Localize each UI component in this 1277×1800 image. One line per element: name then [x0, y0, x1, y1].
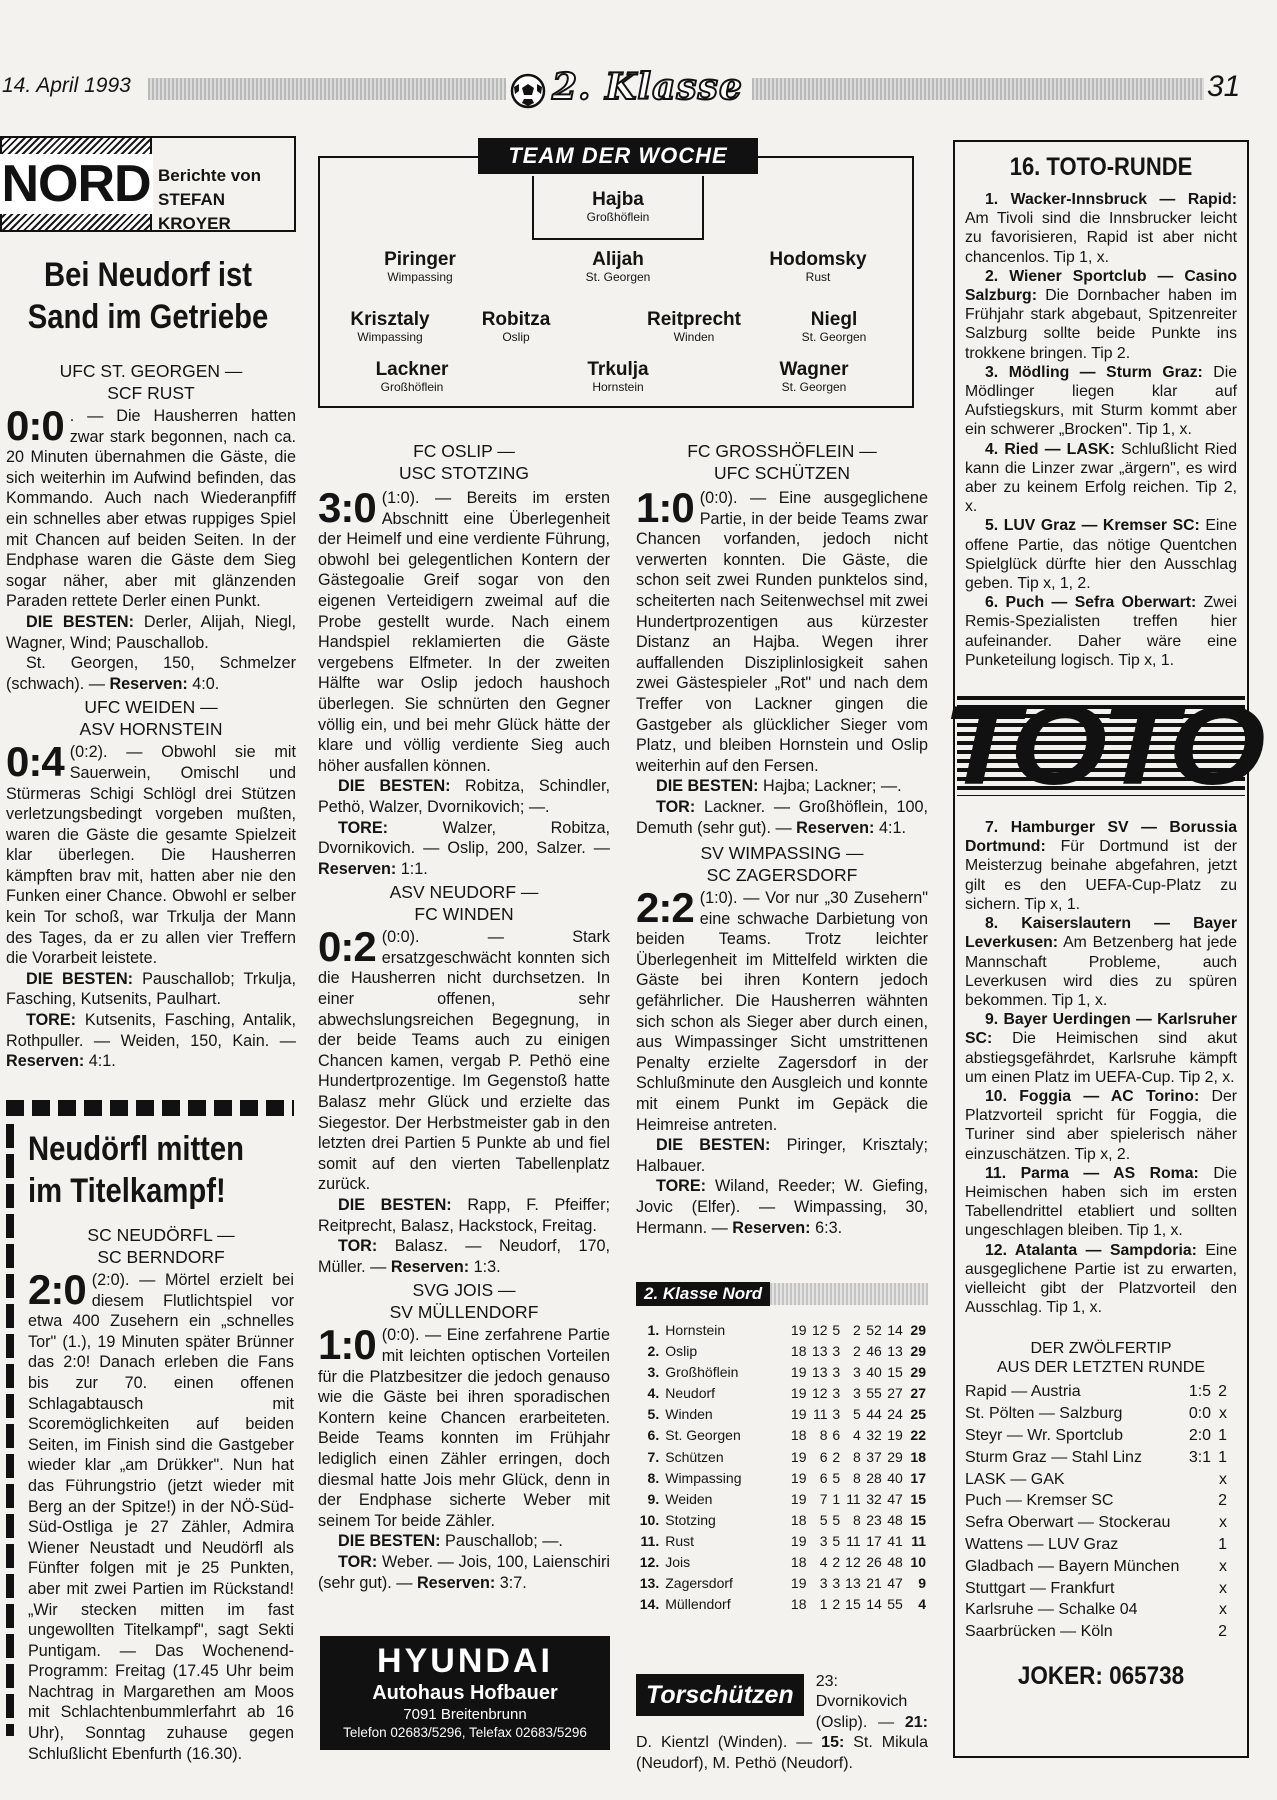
standings-cell-pos: 4. [647, 1385, 660, 1402]
standings-cell-pos: 6. [647, 1427, 660, 1444]
standings-cell-team: Neudorf [665, 1385, 716, 1402]
standings-cell-gf: 26 [866, 1554, 882, 1571]
zwoelfertip-match: Gladbach — Bayern München [965, 1557, 1180, 1575]
standings-cell-sp: 19 [790, 1490, 807, 1507]
standings-cell-n: 2 [852, 1322, 861, 1338]
zwoelfertip-row [965, 1469, 1227, 1491]
player-card: Lackner Großhöflein [375, 359, 449, 394]
zwoelfertip-tip: x [1219, 1601, 1227, 1619]
standings-cell-u: 5 [832, 1322, 841, 1338]
standings-cell-team: Rust [665, 1532, 695, 1549]
zwoelfertip-match: Sturm Graz — Stahl Linz [965, 1448, 1142, 1466]
standings-cell-ga: 48 [887, 1511, 903, 1528]
standings-row [636, 1362, 928, 1383]
standings-cell-ga: 27 [887, 1385, 903, 1402]
standings-cell-s: 3 [819, 1575, 828, 1592]
match-title: SC NEUDÖRFL — SC BERNDORF [87, 1225, 235, 1267]
standings-row [636, 1552, 928, 1573]
standings-cell-n: 2 [852, 1343, 861, 1360]
standings-cell-u: 3 [832, 1406, 841, 1423]
standings-cell-pos: 3. [647, 1364, 660, 1381]
standings-cell-s: 1 [819, 1596, 828, 1613]
standings-cell-pos: 13. [639, 1575, 660, 1592]
standings-cell-sp: 19 [790, 1575, 807, 1592]
standings-cell-s: 4 [819, 1554, 828, 1571]
standings-table [636, 1320, 928, 1615]
zwoelfertip-row [965, 1578, 1227, 1600]
standings-cell-pts: 25 [910, 1406, 926, 1423]
standings-cell-s: 3 [819, 1532, 828, 1549]
standings-cell-gf: 21 [866, 1575, 882, 1592]
toto-tip: 12. Atalanta — Sampdoria: Eine ausgeglichene Partie ist zu erwarten, vielleicht gibt der Platzvorteil den Ausschlag. Tip 1, x. [965, 1241, 1238, 1317]
toto-tip: 5. LUV Graz — Kremser SC: Eine offene Partie, das nötige Quentchen Spielglück dürfte hier den Ausschlag geben. Tip x, 1, 2. [965, 517, 1237, 593]
standings-cell-pts: 10 [910, 1554, 926, 1571]
zwoelfertip-match: Sefra Oberwart — Stockerau [965, 1514, 1171, 1532]
ad-contact: Telefon 02683/5296, Telefax 02683/5296 [343, 1725, 587, 1740]
match-title: SV WIMPASSING — SC ZAGERSDORF [700, 843, 864, 886]
standings-cell-pts: 29 [910, 1364, 926, 1381]
standings-cell-team: Hornstein [665, 1322, 726, 1338]
standings-cell-sp: 19 [790, 1322, 807, 1338]
standings-cell-sp: 19 [790, 1364, 807, 1381]
match-report: 0:4 (0:2). — Obwohl sie mit Sauerwein, Omischl und Stürmeras Schigi Schlögl drei Stützen verletzungsbedingt vorgeben mußten, waren die Gäste die gesamte Spielzeit klar überlegen. Die Hausherren kämpften brav mit, hatten aber nie den Funken einer Chance. Obwohl er selber kein Tor schoß, war Trkulja der Mann des Tages, da er zu allen vier Treffern die Vorarbeit leistete. [6, 738, 296, 968]
standings-cell-ga: 48 [887, 1554, 903, 1571]
standings-row [636, 1341, 928, 1362]
standings-cell-pos: 11. [640, 1532, 660, 1549]
standings-cell-pts: 27 [910, 1385, 926, 1402]
zwoelfertip-match: Wattens — LUV Graz [965, 1535, 1119, 1553]
zwoelfertip-row [965, 1425, 1227, 1447]
zwoelfertip-tip: 1 [1218, 1448, 1227, 1466]
standings-cell-team: Jois [665, 1554, 691, 1571]
standings-cell-n: 3 [852, 1364, 861, 1381]
column-center-right: FC GROSSHÖFLEIN — UFC SCHÜTZEN 1:0 (0:0). — Eine ausgeglichene Partie, in der beide Teams zwar Chancen vorfanden, jedoch nicht verwerten konnten. Die Gäste, die schon seit zwei Runden punktelos sind, scheiterten nach Seitenwechsel mit zwei Hundertprozentigen aus kürzester Distanz an Hajba. Wegen ihrer auffallenden Disziplinlosigkeit sahen zwei Gästespieler „Rot" und nach dem Treffer von Lackner gingen die Gastgeber als glücklicher Sieger vom Platz, und bleiben Hornstein und Oslip weiterhin auf den Fersen. DIE BESTEN: Hajba; Lackner; —. TOR: Lackner. — Großhöflein, 100, Demuth (sehr gut). — Reserven: 4:1. SV WIMPASSING — SC ZAGERSDORF 2:2 (1:0). — Vor nur „30 Zusehern" eine schwache Darbietung von beiden Teams. Trotz leichter Überlegenheit im Mittelfeld wirkten die Gäste bei ihren Kontern jedoch gefährlicher. Die Hausherren wähnten sich schon als Sieger aber durch einen, aus Wimpassinger Sicht umstrittenen Penalty erzielte Zagersdorf in der Schlußminute den Ausgleich und konnte mit einem Punkt im Gepäck die Heimreise antreten. DIE BESTEN: Piringer, Krisztaly; Halbauer. TORE: Wiland, Reeder; W. Giefing, Jovic (Elfer). — Wimpassing, 30, Hermann. — Reserven: 6:3. [636, 441, 929, 1237]
standings-cell-ga: 40 [887, 1469, 903, 1486]
square-rule [6, 1100, 294, 1116]
player-card: Wagner St. Georgen [779, 359, 849, 394]
header-rule-left [148, 78, 506, 100]
standings-cell-team: Zagersdorf [665, 1575, 733, 1592]
zwoelfertip-score [1179, 1469, 1211, 1491]
zwoelfertip-row [965, 1534, 1227, 1556]
standings-cell-u: 2 [832, 1448, 841, 1465]
player-card: Hodomsky Rust [769, 249, 867, 284]
standings-cell-team: Großhöflein [665, 1364, 739, 1381]
match-title: FC OSLIP — USC STOTZING [399, 441, 529, 483]
standings-cell-sp: 18 [790, 1427, 807, 1444]
toto-tip: 10. Foggia — AC Torino: Der Platzvorteil spricht für Foggia, die Turiner sind aber spielerisch näher einzuschätzen. Tip x, 2. [965, 1087, 1237, 1163]
toto-tip: 6. Puch — Sefra Oberwart: Zwei Remis-Spezialisten treffen hier aufeinander. Daher wäre eine Punketeilung logisch. Tip x, 1. [965, 594, 1237, 669]
standings-cell-gf: 14 [866, 1596, 882, 1613]
standings-cell-sp: 19 [790, 1469, 807, 1486]
zwoelfertip-score: 0:0 [1188, 1405, 1212, 1423]
zwoelfertip-row [965, 1599, 1227, 1621]
standings-cell-u: 2 [832, 1596, 841, 1613]
zwoelfertip-tip: 2 [1218, 1492, 1227, 1510]
standings-cell-pos: 2. [647, 1343, 660, 1360]
zwoelfertip-row [965, 1512, 1227, 1534]
standings-cell-pts: 29 [910, 1322, 926, 1338]
standings-cell-ga: 19 [887, 1427, 903, 1444]
standings-cell-s: 13 [811, 1343, 828, 1360]
zwoelfertip-row [965, 1447, 1227, 1469]
standings-cell-pos: 12. [639, 1554, 660, 1571]
section-title: 2. Klasse [552, 66, 743, 108]
standings-cell-ga: 29 [887, 1448, 903, 1465]
zwoelfertip-tip: x [1219, 1557, 1227, 1575]
joker-number: JOKER: 065738 [1017, 1661, 1185, 1690]
standings-row [636, 1425, 928, 1446]
ad-dealer: Autohaus Hofbauer [372, 1682, 558, 1704]
standings-cell-n: 5 [852, 1406, 861, 1423]
toto-tip: 4. Ried — LASK: Schlußlicht Ried kann die Linzer zwar „ärgern", es wird aber zu keinem Erfolg reichen. Tip 2, x. [965, 440, 1237, 516]
toto-tip: 11. Parma — AS Roma: Die Heimischen haben sich im ersten Tabellendrittel etabliert und sollten ungeschlagen bleiben. Tip 1, x. [965, 1164, 1238, 1240]
standings-cell-pts: 11 [911, 1532, 926, 1549]
standings-cell-u: 3 [832, 1385, 841, 1402]
standings-cell-s: 7 [819, 1490, 828, 1507]
standings-row [636, 1573, 928, 1594]
nord-label: NORD [2, 138, 152, 230]
standings-cell-s: 12 [811, 1385, 828, 1402]
zwoelfertip-score [1179, 1556, 1211, 1578]
team-of-week-box [318, 143, 914, 408]
standings-cell-ga: 41 [887, 1532, 903, 1549]
zwoelfertip-match: Rapid — Austria [965, 1383, 1081, 1401]
standings-cell-n: 8 [852, 1469, 861, 1486]
match-title: ASV NEUDORF — FC WINDEN [389, 882, 539, 925]
standings-cell-sp: 18 [790, 1596, 807, 1613]
standings-cell-n: 3 [852, 1385, 861, 1402]
standings-cell-ga: 47 [887, 1575, 903, 1592]
standings-cell-team: Oslip [665, 1343, 698, 1360]
side-rule [6, 1124, 14, 1736]
standings-row [636, 1531, 928, 1552]
zwoelfertip-score [1179, 1534, 1211, 1556]
zwoelfertip-score: 3:1 [1188, 1448, 1212, 1466]
standings-row [636, 1468, 928, 1489]
standings-cell-sp: 19 [790, 1385, 807, 1402]
standings-box [636, 1282, 928, 1615]
player-card: Krisztaly Wimpassing [350, 309, 430, 344]
standings-row [636, 1594, 928, 1615]
zwoelfertip-match: Steyr — Wr. Sportclub [965, 1426, 1123, 1444]
standings-cell-n: 12 [845, 1554, 861, 1571]
toto-tips-1 [965, 190, 1237, 670]
article-1-headline: Bei Neudorf ist Sand im Getriebe [27, 256, 269, 336]
standings-cell-pts: 29 [910, 1343, 926, 1360]
zwoelfertip-title: DER ZWÖLFERTIP AUS DER LETZTEN RUNDE [996, 1340, 1206, 1377]
match-title: UFC ST. GEORGEN — SCF RUST [59, 361, 243, 403]
standings-cell-pts: 15 [910, 1511, 926, 1528]
player-card: Alijah St. Georgen [585, 249, 651, 284]
zwoelfertip-match: Puch — Kremser SC [965, 1492, 1114, 1510]
standings-cell-u: 5 [832, 1469, 841, 1486]
match-title: UFC WEIDEN — ASV HORNSTEIN [79, 697, 223, 740]
standings-cell-team: Weiden [665, 1490, 713, 1507]
zwoelfertip-match: Saarbrücken — Köln [965, 1623, 1113, 1641]
zwoelfertip-row [965, 1621, 1227, 1643]
player-card: Reitprecht Winden [647, 309, 741, 344]
toto-box [942, 140, 1260, 1758]
zwoelfertip-tip: x [1219, 1579, 1227, 1597]
column-middle: FC OSLIP — USC STOTZING 3:0 (1:0). — Bereits im ersten Abschnitt eine Überlegenheit der Heimelf und eine verdiente Führung, obwohl bei gelegentlichen Kontern der Gästegoalie Greif sogar von den eigenen Verteidigern zweimal auf die Probe gestellt wurde. Nach einem Handspiel reklamierten die Gäste vergebens Elfmeter. In der zweiten Hälfte war Oslip jedoch haushoch überlegen. Sie schnürten den Gegner völlig ein, und bei mehr Glück hätte der klare und völlig verdiente Sieg auch höher ausfallen können. DIE BESTEN: Robitza, Schindler, Pethö, Walzer, Dvornikovich; —. TORE: Walzer, Robitza, Dvornikovich. — Oslip, 200, Salzer. — Reserven: 1:1. ASV NEUDORF — FC WINDEN 0:2 (0:0). — Stark ersatzgeschwächt konnten sich die Hausherren nicht durchsetzen. In einer offenen, sehr abwechslungsreichen Begegnung, in der beide Teams auch zu einigen Chancen kamen, vergab P. Pethö eine Hundertprozentige. Im Gegenstoß hatte Balasz mehr Glück und erzielte das Siegestor. Der Herbstmeister gab in den letzten drei Partien 5 Punkte ab und fiel somit auf den vierten Tabellenplatz zurück. DIE BESTEN: Rapp, F. Pfeiffer; Reitprecht, Balasz, Hackstock, Freitag. TOR: Balasz. — Neudorf, 170, Müller. — Reserven: 1:3. SVG JOIS — SV MÜLLENDORF 1:0 (0:0). — Eine zerfahrene Partie mit leichten optischen Vorteilen für die Platzbesitzer die jedoch genauso wie die Gäste bei ihren sporadischen Kontern keine Chancen erarbeiteten. Beide Teams konnten im Frühjahr lediglich einen Zähler erringen, doch diesmal hatte Jois mehr Glück, denn in der Endphase sicherte Weber mit seinem Tor beide Zähler. DIE BESTEN: Pauschallob; —. TOR: Weber. — Jois, 100, Laienschiri (sehr gut). — Reserven: 3:7. [318, 441, 611, 1592]
standings-cell-u: 6 [832, 1427, 841, 1444]
article-2 [28, 1128, 294, 1764]
standings-cell-team: Stotzing [665, 1511, 716, 1528]
ad-address: 7091 Breitenbrunn [403, 1706, 527, 1723]
standings-cell-s: 5 [819, 1511, 828, 1528]
standings-cell-sp: 18 [790, 1554, 807, 1571]
standings-cell-pos: 7. [647, 1448, 660, 1465]
zwoelfertip-row [965, 1490, 1227, 1512]
standings-cell-pos: 9. [647, 1490, 660, 1507]
standings-cell-n: 11 [846, 1490, 861, 1507]
article-2-headline: Neudörfl mitten im Titelkampf! [28, 1130, 245, 1210]
toto-logo: TOTO [942, 683, 1260, 809]
standings-cell-n: 8 [852, 1448, 861, 1465]
standings-cell-sp: 19 [790, 1406, 807, 1423]
zwoelfertip-row [965, 1381, 1227, 1403]
team-of-week-title: TEAM DER WOCHE [478, 138, 758, 174]
match-report: 2:2 (1:0). — Vor nur „30 Zusehern" eine schwache Darbietung von beiden Teams. Trotz leichter Überlegenheit im Mittelfeld wirkten die Gäste bei ihren Kontern jedoch gefährlicher. Die Hausherren wähnten sich schon als Sieger aber durch einen, aus Wimpassinger Sicht umstrittenen Penalty erzielte Zagersdorf in der Schlußminute den Ausgleich und konnte mit einem Punkt im Gepäck die Heimreise antreten. [636, 884, 928, 1134]
nord-box [0, 136, 296, 232]
standings-cell-gf: 17 [866, 1532, 882, 1549]
scorers-text: 23: Dvornikovich (Oslip). — 21: D. Kientzl (Winden). — 15: St. Mikula (Neudorf), M. Pethö (Neudorf). [636, 1673, 928, 1772]
standings-cell-pts: 18 [910, 1448, 926, 1465]
standings-cell-pts: 9 [918, 1575, 926, 1592]
zwoelfertip-match: Karlsruhe — Schalke 04 [965, 1601, 1138, 1619]
standings-cell-n: 15 [845, 1596, 861, 1613]
player-card: Hajba Großhöflein [586, 189, 650, 224]
standings-cell-team: Müllendorf [665, 1596, 731, 1613]
zwoelfertip-tip: 1 [1218, 1535, 1227, 1553]
standings-row [636, 1447, 928, 1468]
standings-cell-team: St. Georgen [665, 1427, 741, 1444]
standings-cell-s: 8 [819, 1427, 828, 1444]
scorers-title: Torschützen [636, 1674, 804, 1716]
standings-cell-ga: 14 [887, 1322, 903, 1338]
football-icon [510, 73, 546, 109]
standings-cell-ga: 15 [887, 1364, 903, 1381]
standings-cell-u: 2 [832, 1554, 841, 1571]
standings-cell-u: 3 [832, 1364, 841, 1381]
standings-cell-pos: 10. [639, 1511, 660, 1528]
zwoelfertip-match: St. Pölten — Salzburg [965, 1405, 1123, 1423]
page-date: 14. April 1993 [2, 74, 131, 97]
toto-tip: 3. Mödling — Sturm Graz: Die Mödlinger liegen klar auf Aufstiegskurs, mit Sturm kommt aber ein schwerer „Brocken". Tip 1, x. [965, 363, 1237, 439]
zwoelfertip-tip: x [1219, 1405, 1227, 1423]
standings-cell-pos: 14. [639, 1596, 660, 1613]
match-title: FC GROSSHÖFLEIN — UFC SCHÜTZEN [687, 441, 877, 483]
standings-cell-team: Winden [665, 1406, 713, 1423]
toto-tips-2 [965, 818, 1237, 1317]
standings-cell-pos: 1. [647, 1322, 660, 1338]
zwoelfertip-score: 1:5 [1188, 1383, 1212, 1401]
standings-cell-n: 8 [852, 1511, 861, 1528]
standings-cell-gf: 37 [866, 1448, 882, 1465]
byline: Berichte von STEFAN KROYER [158, 166, 261, 233]
scorers-box [636, 1672, 928, 1774]
toto-tip: 2. Wiener Sportclub — Casino Salzburg: Die Dornbacher haben im Frühjahr stark abgebaut, Spitzenreiter Salzburg sollte beide Punkte ins trokkene bringen. Tip 2. [965, 267, 1237, 362]
toto-title: 16. TOTO-RUNDE [1009, 153, 1193, 181]
standings-cell-u: 3 [832, 1343, 841, 1360]
zwoelfertip-row [965, 1403, 1227, 1425]
standings-cell-team: Wimpassing [665, 1469, 742, 1486]
standings-cell-n: 11 [846, 1532, 861, 1549]
toto-tip: 8. Kaiserslautern — Bayer Leverkusen: Am Betzenberg hat jede Mannschaft Probleme, auch Leverkusen wird dies zu spüren bekommen. Tip 1, x. [965, 915, 1237, 1009]
standings-cell-gf: 32 [866, 1427, 882, 1444]
header-rule-right [752, 78, 1204, 100]
standings-cell-u: 5 [832, 1532, 841, 1549]
ad-brand: HYUNDAI [377, 1642, 553, 1680]
match-title: SVG JOIS — SV MÜLLENDORF [389, 1280, 539, 1323]
standings-cell-pos: 5. [647, 1406, 660, 1423]
standings-cell-gf: 28 [866, 1469, 882, 1486]
page-number: 31 [1207, 70, 1241, 103]
standings-cell-s: 11 [812, 1406, 828, 1423]
zwoelfertip-tip: 2 [1218, 1383, 1227, 1401]
standings-cell-pos: 8. [647, 1469, 660, 1486]
standings-cell-s: 6 [819, 1469, 828, 1486]
toto-tip: 9. Bayer Uerdingen — Karlsruher SC: Die Heimischen sind akut abstiegsgefährdet, Karlsruhe kämpft um einen Platz im UEFA-Cup. Tip 2, x. [965, 1011, 1238, 1086]
standings-cell-u: 3 [832, 1575, 841, 1592]
standings-cell-s: 13 [811, 1364, 828, 1381]
standings-cell-gf: 52 [866, 1322, 882, 1338]
standings-row [636, 1510, 928, 1531]
standings-cell-pts: 4 [918, 1596, 926, 1613]
player-card: Robitza Oslip [481, 309, 551, 344]
standings-cell-pts: 15 [910, 1490, 926, 1507]
standings-cell-u: 1 [832, 1490, 841, 1507]
zwoelfertip-table [965, 1381, 1227, 1643]
standings-cell-sp: 19 [790, 1532, 807, 1549]
standings-cell-n: 13 [845, 1575, 861, 1592]
hyundai-ad [320, 1636, 610, 1750]
toto-tip: 7. Hamburger SV — Borussia Dortmund: Für Dortmund ist der Meisterzug beinahe abgefahren, jetzt gilt es den UEFA-Cup-Platz zu sichern. Tip x, 1. [965, 819, 1238, 913]
zwoelfertip-tip: 2 [1218, 1623, 1227, 1641]
standings-cell-ga: 24 [887, 1406, 903, 1423]
player-card: Piringer Wimpassing [384, 249, 456, 284]
standings-cell-sp: 18 [790, 1343, 807, 1360]
zwoelfertip-tip: 1 [1218, 1426, 1227, 1444]
match-report: 2:0 (2:0). — Mörtel erzielt bei diesem Flutlichtspiel vor etwa 400 Zusehern ein „schnelles Tor" (1.), 19 Minuten später Brünner das 2:0! Danach erleben die Fans bis zur 70. einen offenen Schlagabtausch mit Scoremöglichkeiten auf beiden Seiten, im Finish sind die Gastgeber wieder klar „am Drükker". Nun hat das Führungstrio (jetzt wieder mit Berg an der Spitze!) in der NÖ-Süd-Süd-Ostliga je 27 Zähler, Admira Wiener Neustadt und Neudörfl als Fünfter folgen mit je 25 Punkten, aber mit zwei Partien im Rückstand! „Wir stecken mitten im fast ungewollten Titelkampf", sagt Sekti Puntigam. — Das Wochenend-Programm: Freitag (17.45 Uhr beim Nachtrag in Margarethen am Moos mit Schlachtenbummlerfahrt ab 16 Uhr), Sonntag zuhause gegen Schlußlicht Ebenfurth (16.30). [28, 1266, 294, 1763]
zwoelfertip-score [1179, 1578, 1211, 1600]
standings-row [636, 1383, 928, 1404]
match-report: 1:0 (0:0). — Eine ausgeglichene Partie, in der beide Teams zwar Chancen vorfanden, jedoch nicht verwerten konnten. Die Gäste, die schon seit zwei Runden punktelos sind, scheiterten nach Seitenwechsel mit zwei Hundertprozentigen aus kürzester Distanz an Hajba. Wegen ihrer auffallenden Disziplinlosigkeit sahen zwei Gästespieler „Rot" und nach dem Treffer von Lackner gingen die Gastgeber als glücklicher Sieger vom Platz, und bleiben Hornstein und Oslip weiterhin auf den Fersen. [636, 484, 928, 775]
standings-cell-pts: 22 [910, 1427, 926, 1444]
zwoelfertip-score [1179, 1490, 1211, 1512]
player-card: Trkulja Hornstein [587, 359, 649, 394]
match-report: 3:0 (1:0). — Bereits im ersten Abschnitt eine Überlegenheit der Heimelf und eine verdiente Führung, obwohl bei gelegentlichen Kontern der Gästegoalie Greif sogar von den eigenen Verteidigern zweimal auf die Probe gestellt wurde. Nach einem Handspiel reklamierten die Gäste vergebens Elfmeter. In der zweiten Hälfte war Oslip jedoch haushoch überlegen. Sie schnürten den Gegner völlig ein, und bei mehr Glück hätte der klare und völlig verdiente Sieg auch höher ausfallen können. [318, 484, 610, 775]
standings-cell-sp: 19 [790, 1448, 807, 1465]
standings-cell-gf: 23 [866, 1511, 882, 1528]
standings-row [636, 1404, 928, 1425]
standings-cell-pts: 17 [910, 1469, 926, 1486]
standings-cell-team: Schützen [665, 1448, 724, 1465]
column-left: NORD Berichte von STEFAN KROYER Bei Neudorf ist Sand im Getriebe UFC ST. GEORGEN — SCF RUST 0:0 . — Die Hausherren hatten zwar stark begonnen, nach ca. 20 Minuten übernahmen die Gäste, die sich weiterhin im Aufwind befinden, das Kommando. Auch nach Wiederanpfiff ein schnelles aber etwas ruppiges Spiel mit Chancen auf beiden Seiten. In der Endphase waren die Gäste dem Sieg sogar näher, aber mit glänzenden Paraden rettete Derler einen Punkt. DIE BESTEN: Derler, Alijah, Niegl, Wagner, Wind; Pauschallob. St. Georgen, 150, Schmelzer (schwach). — Reserven: 4:0. UFC WEIDEN — ASV HORNSTEIN 0:4 (0:2). — Obwohl sie mit Sauerwein, Omischl und Stürmeras Schigi Schlögl drei Stützen verletzungsbedingt vorgeben mußten, waren die Gäste die gesamte Spielzeit klar überlegen. Die Hausherren kämpften brav mit, hatten aber nie den Funken einer Chance. Obwohl er selber kein Tor schoß, war Trkulja der Mann des Tages, da er zu allen vier Treffern die Vorarbeit leistete. DIE BESTEN: Pauschallob; Trkulja, Fasching, Kutsenits, Paulhart. TORE: Kutsenits, Fasching, Antalik, Rothpuller. — Weiden, 150, Kain. — Reserven: 4:1. [0, 136, 296, 1072]
standings-cell-ga: 55 [887, 1596, 903, 1613]
match-report: 0:2 (0:0). — Stark ersatzgeschwächt konnten sich die Hausherren nicht durchsetzen. In einer offenen, sehr abwechslungsreichen Begegnung, in der beide Teams auch zu einigen Chancen kamen, vergab P. Pethö eine Hundertprozentige. Im Gegenstoß hatte Balasz mehr Glück und erzielte das Siegestor. Der Herbstmeister gab in den letzten drei Partien 5 Punkte ab und fiel somit auf den vierten Tabellenplatz zurück. [318, 923, 610, 1194]
standings-cell-gf: 46 [866, 1343, 882, 1360]
zwoelfertip-match: Stuttgart — Frankfurt [965, 1579, 1115, 1597]
zwoelfertip-tip: x [1219, 1514, 1227, 1532]
zwoelfertip-row [965, 1556, 1227, 1578]
standings-cell-gf: 32 [866, 1490, 882, 1507]
standings-cell-u: 5 [832, 1511, 841, 1528]
standings-cell-gf: 40 [866, 1364, 882, 1381]
zwoelfertip-match: LASK — GAK [965, 1470, 1065, 1488]
match-report: 0:0 . — Die Hausherren hatten zwar stark begonnen, nach ca. 20 Minuten übernahmen die Gäste, die sich weiterhin im Aufwind befinden, das Kommando. Auch nach Wiederanpfiff ein schnelles aber etwas ruppiges Spiel mit Chancen auf beiden Seiten. In der Endphase waren die Gäste dem Sieg sogar näher, aber mit glänzenden Paraden rettete Derler einen Punkt. [6, 402, 296, 611]
standings-cell-ga: 13 [887, 1343, 903, 1360]
standings-row [636, 1489, 928, 1510]
standings-cell-ga: 47 [887, 1490, 903, 1507]
toto-tip: 1. Wacker-Innsbruck — Rapid: Am Tivoli sind die Innsbrucker leicht zu favorisieren, Rapid ist aber nicht chancenlos. Tip 1, x. [965, 191, 1237, 266]
standings-title-bar: 2. Klasse Nord [636, 1282, 928, 1306]
standings-cell-s: 12 [811, 1322, 828, 1338]
match-report: 1:0 (0:0). — Eine zerfahrene Partie mit leichten optischen Vorteilen für die Platzbesitzer die jedoch genauso wie die Gäste bei ihren sporadischen Kontern keine Chancen erarbeiteten. Beide Teams konnten im Frühjahr lediglich einen Zähler erringen, doch diesmal hatte Jois mehr Glück, denn in der Endphase sicherte Weber mit seinem Tor beide Zähler. [318, 1321, 610, 1530]
standings-row [636, 1320, 928, 1341]
standings-cell-n: 4 [852, 1427, 861, 1444]
player-card: Niegl St. Georgen [801, 309, 867, 344]
zwoelfertip-score: 2:0 [1188, 1426, 1212, 1444]
standings-cell-s: 6 [819, 1448, 828, 1465]
zwoelfertip-score [1179, 1599, 1211, 1621]
zwoelfertip-score [1179, 1512, 1211, 1534]
zwoelfertip-score [1179, 1621, 1211, 1643]
zwoelfertip-tip: x [1219, 1470, 1227, 1488]
standings-cell-gf: 55 [866, 1385, 882, 1402]
standings-cell-sp: 18 [790, 1511, 807, 1528]
standings-cell-gf: 44 [866, 1406, 882, 1423]
